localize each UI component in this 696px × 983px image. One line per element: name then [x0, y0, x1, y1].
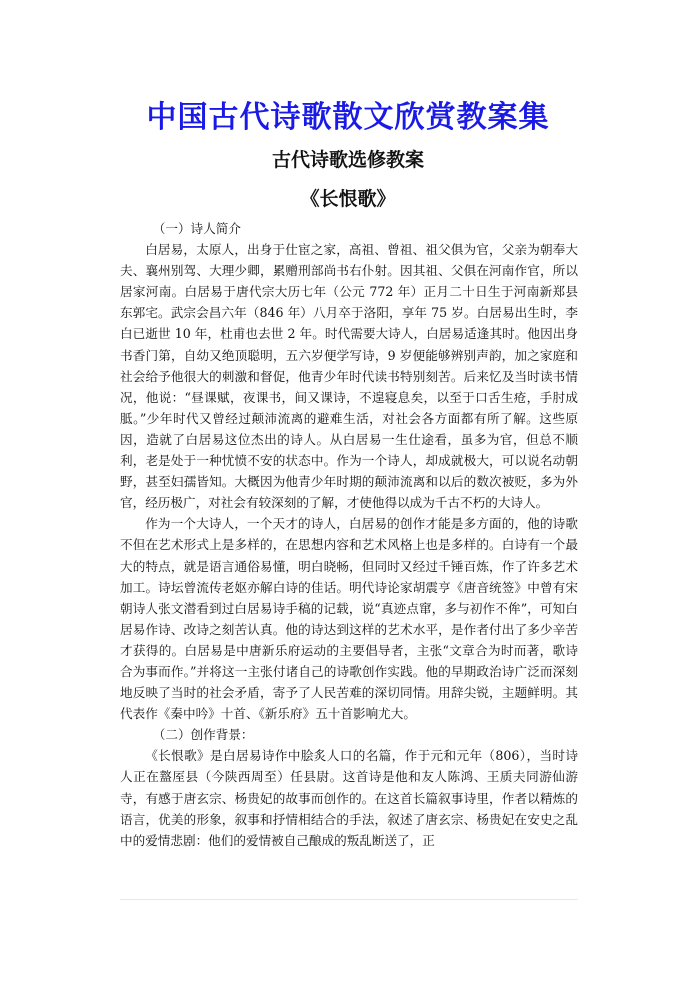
- section-heading-poet-intro: （一）诗人简介: [152, 221, 241, 236]
- document-body: [120, 218, 578, 851]
- section-heading-background: （二）创作背景：: [152, 727, 254, 743]
- paragraph-background: 《长恨歌》是白居易诗作中脍炙人口的名篇，作于元和元年（806），当时诗人正在盩厔县（今陕西周至）任县尉。这首诗是他和友人陈鸿、王质夫同游仙游寺，有感于唐玄宗、杨贵妃的故事而创作的。在这首长篇叙事诗里，作者以精炼的语言，优美的形象，叙事和抒情相结合的手法，叙述了唐玄宗、杨贵妃在安史之乱中的爱情悲剧：他们的爱情被自己酿成的叛乱断送了，正: [120, 748, 578, 848]
- footer-divider: [120, 899, 578, 900]
- paragraph-poet-biography: 白居易，太原人，出身于仕宦之家，高祖、曾祖、祖父俱为官，父亲为朝奉大夫、襄州别驾、大理少卿，累赠刑部尚书右仆射。因其祖、父俱在河南作官，所以居家河南。白居易于唐代宗大历七年（公元 772 年）正月二十日生于河南新郑县东郭宅。武宗会昌六年（846 年）八月卒于洛阳，享年 75 岁。白居易出生时，李白已逝世 10 年，杜甫也去世 2 年。时代需要大诗人，白居易适逢其时。他因出身书香门第，自幼又绝顶聪明，五六岁便学写诗，9 岁便能够辨别声韵，加之家庭和社会给予他很大的刺激和督促，他青少年时代读书特别刻苦。后来忆及当时读书情况，他说：“昼课赋，夜课书，间又课诗，不遑寝息矣，以至于口舌生疮，手肘成胝。”少年时代又曾经过颠沛流离的避难生活，对社会各方面都有所了解。这些原因，造就了白居易这位杰出的诗人。从白居易一生仕途看，虽多为官，但总不顺利，老是处于一种忧愤不安的状态中。作为一个诗人，却成就极大，可以说名动朝野，甚至妇孺皆知。大概因为他青少年时期的颠沛流离和以后的数次被贬，多为外官，经历极广，对社会有较深刻的了解，才使他得以成为千古不朽的大诗人。: [120, 242, 578, 511]
- document-title: 中国古代诗歌散文欣赏教案集: [146, 100, 550, 135]
- document-subtitle: 古代诗歌选修教案: [271, 149, 424, 171]
- paragraph-poet-style: 作为一个大诗人，一个天才的诗人，白居易的创作才能是多方面的，他的诗歌不但在艺术形式上是多样的，在思想内容和艺术风格上也是多样的。白诗有一个最大的特点，就是语言通俗易懂，明白晓畅，但同时又经过千锤百炼，作了许多艺术加工。诗坛曾流传老妪亦解白诗的佳话。明代诗论家胡震亨《唐音统签》中曾有宋朝诗人张文潜看到过白居易诗手稿的记载，说“真迹点窜，多与初作不侔”，可知白居易作诗、改诗之刻苦认真。他的诗达到这样的艺术水平，是作者付出了多少辛苦才获得的。白居易是中唐新乐府运动的主要倡导者，主张“文章合为时而著，歌诗合为事而作。”并将这一主张付诸自己的诗歌创作实践。他的早期政治诗广泛而深刻地反映了当时的社会矛盾，寄予了人民苦难的深切同情。用辞尖锐，主题鲜明。其代表作《秦中吟》十首、《新乐府》五十首影响尤大。: [120, 516, 578, 722]
- poem-title: 《长恨歌》: [300, 188, 396, 210]
